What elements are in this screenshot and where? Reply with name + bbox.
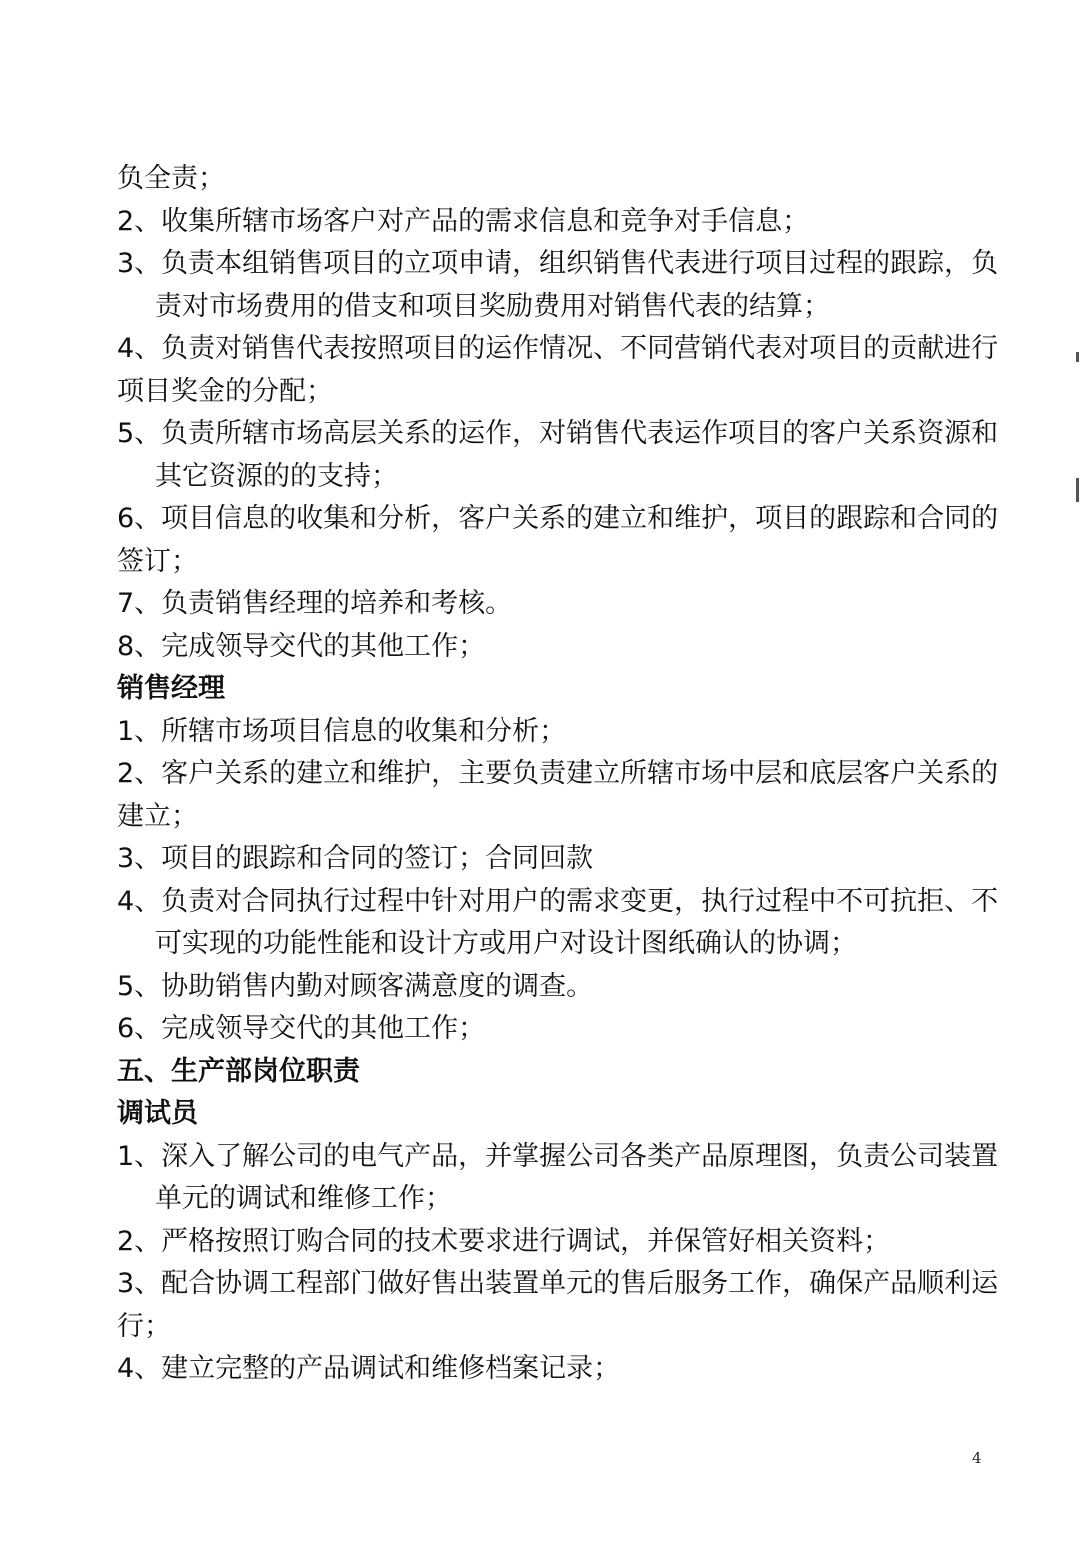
text-line: 签订；	[117, 545, 198, 577]
scan-edge-mark	[1076, 352, 1079, 362]
section-heading: 五、生产部岗位职责	[117, 1055, 360, 1087]
text-line: 2、严格按照订购合同的技术要求进行调试，并保管好相关资料；	[117, 1225, 891, 1257]
text-line: 3、配合协调工程部门做好售出装置单元的售后服务工作，确保产品顺利运	[117, 1268, 999, 1299]
text-line: 4、负责对合同执行过程中针对用户的需求变更，执行过程中不可抗拒、不	[117, 885, 999, 917]
document-body	[117, 158, 999, 1391]
text-line: 5、负责所辖市场高层关系的运作，对销售代表运作项目的客户关系资源和	[117, 418, 999, 449]
text-line: 2、客户关系的建立和维护，主要负责建立所辖市场中层和底层客户关系的	[117, 758, 999, 789]
text-line: 责对市场费用的借支和项目奖励费用对销售代表的结算；	[155, 290, 830, 322]
text-line: 可实现的功能性能和设计方或用户对设计图纸确认的协调；	[155, 928, 857, 959]
text-line: 4、建立完整的产品调试和维修档案记录；	[117, 1353, 621, 1384]
text-line: 6、项目信息的收集和分析，客户关系的建立和维护，项目的跟踪和合同的	[117, 503, 999, 534]
text-line: 负全责；	[117, 163, 225, 194]
scan-edge-mark	[1076, 478, 1079, 502]
text-line: 3、项目的跟踪和合同的签订；合同回款	[117, 843, 594, 874]
text-line: 行；	[117, 1310, 171, 1342]
text-line: 1、所辖市场项目信息的收集和分析；	[117, 715, 567, 747]
text-line: 5、协助销售内勤对顾客满意度的调查。	[117, 970, 594, 1002]
text-line: 8、完成领导交代的其他工作；	[117, 630, 486, 662]
page-number: 4	[972, 1449, 982, 1467]
text-line: 2、收集所辖市场客户对产品的需求信息和竞争对手信息；	[117, 205, 810, 237]
text-line: 单元的调试和维修工作；	[155, 1183, 452, 1214]
text-line: 1、深入了解公司的电气产品，并掌握公司各类产品原理图，负责公司装置	[117, 1140, 999, 1172]
text-line: 其它资源的的支持；	[155, 460, 398, 492]
text-line: 7、负责销售经理的培养和考核。	[117, 588, 513, 619]
section-heading: 销售经理	[117, 673, 225, 704]
text-line: 6、完成领导交代的其他工作；	[117, 1013, 486, 1044]
text-line: 3、负责本组销售项目的立项申请，组织销售代表进行项目过程的跟踪，负	[117, 248, 999, 279]
text-line: 项目奖金的分配；	[117, 375, 333, 407]
text-line: 4、负责对销售代表按照项目的运作情况、不同营销代表对项目的贡献进行	[117, 333, 999, 364]
text-line: 建立；	[117, 800, 198, 832]
section-heading: 调试员	[117, 1098, 198, 1129]
